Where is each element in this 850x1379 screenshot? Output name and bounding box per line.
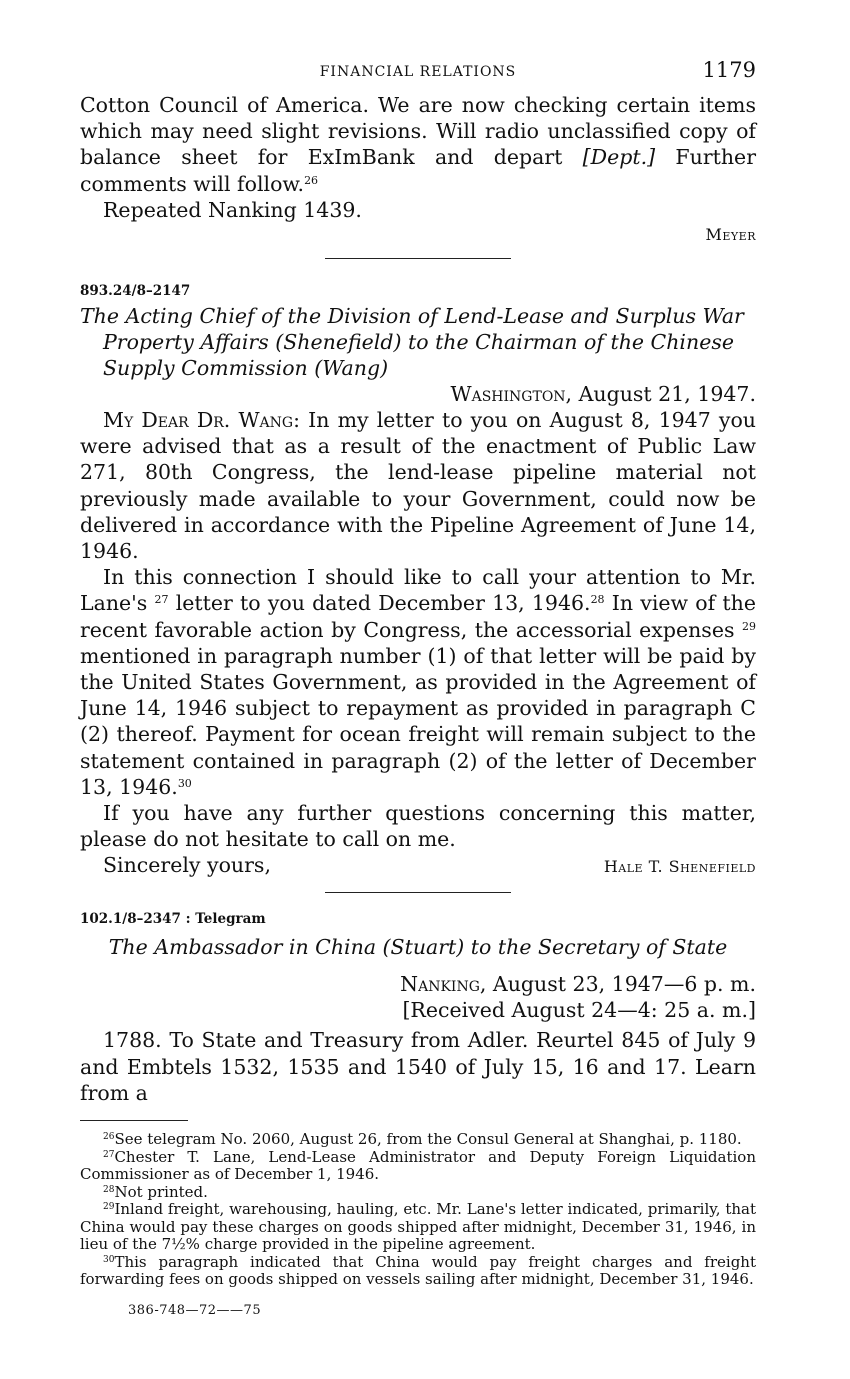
footnote-number: 28 xyxy=(103,1184,115,1195)
letter-paragraph xyxy=(80,407,756,564)
printer-line: 386-748—72——75 xyxy=(128,1302,262,1318)
footnote-ref-27: 27 xyxy=(154,593,169,607)
footnote xyxy=(80,1184,756,1202)
letter-text: letter to you dated December 13, 1946. xyxy=(168,591,591,616)
section-divider xyxy=(325,892,511,893)
dateline xyxy=(80,381,756,407)
footnote-ref-29: 29 xyxy=(742,619,756,633)
footnote-text: Inland freight, warehousing, hauling, etc. Mr. Lane's letter indicated, primarily, that China would pay these charges on goods shipped after midnight, December 31, 1946, in lieu of the 7½% charge provided in the pipeline agreement. xyxy=(80,1200,756,1254)
salutation: My Dear Dr. Wang xyxy=(103,408,294,433)
footnote-ref-26: 26 xyxy=(304,173,319,187)
footnote-text: Chester T. Lane, Lend-Lease Administrator and Deputy Foreign Liquidation Commissioner as of December 1, 1946. xyxy=(80,1147,756,1184)
letter-closing xyxy=(80,852,756,880)
continued-text-end: Further comments will follow. xyxy=(80,145,756,196)
running-head: FINANCIAL RELATIONS xyxy=(319,64,517,80)
footnote-number: 30 xyxy=(103,1254,115,1265)
telegram-paragraph: 1788. To State and Treasury from Adler. Reurtel 845 of July 9 and Embtels 1532, 1535 and 1540 of July 15, 16 and 17. Learn from a xyxy=(80,1028,756,1105)
footnote-rule xyxy=(80,1120,188,1121)
footnote xyxy=(80,1131,756,1149)
dateline-date: , August 21, 1947. xyxy=(565,382,756,407)
dateline-place: Nanking xyxy=(400,972,480,997)
signature-shenefield: Hale T. Shenefield xyxy=(603,857,756,877)
dateline-place: Washington xyxy=(450,382,566,407)
letter-text: mentioned in paragraph number (1) of that letter will be paid by the United States Government, as provided in the Agreement of June 14, 1946 subject to repayment as provided in paragraph C (2) thereof. Payment for ocean freight will remain subject to the statement contained in paragraph (2) of the letter of December 13, 1946. xyxy=(80,643,756,799)
footnote-ref-28: 28 xyxy=(590,593,605,607)
footnote-number: 27 xyxy=(103,1149,115,1160)
file-number: 102.1/8–2347 : Telegram xyxy=(80,911,266,928)
signature-meyer: Meyer xyxy=(705,225,756,245)
footnote-number: 29 xyxy=(103,1202,115,1213)
dept-note: [Dept.] xyxy=(582,145,656,170)
footnote-text: This paragraph indicated that China would pay freight charges and freight forwarding fees on goods shipped on vessels sailing after midnight, December 31, 1946. xyxy=(80,1252,756,1289)
footnote-ref-30: 30 xyxy=(177,776,192,790)
footnote-text: See telegram No. 2060, August 26, from the Consul General at Shanghai, p. 1180. xyxy=(114,1130,742,1149)
document-title: The Acting Chief of the Division of Lend-Lease and Surplus War Property Affairs (Shenefield) to the Chairman of the Chinese Supply Commission (Wang) xyxy=(80,304,744,381)
continued-paragraph xyxy=(80,92,756,197)
closing-phrase: Sincerely yours, xyxy=(103,853,271,878)
continued-text: Cotton Council of America. We are now checking certain items which may need slight revisions. Will radio unclassified copy of balance sheet for ExImBank and depart xyxy=(80,93,756,170)
footnote-text: Not printed. xyxy=(114,1182,208,1201)
dateline-date: , August 23, 1947—6 p. m. xyxy=(479,972,756,997)
letter-paragraph xyxy=(80,564,756,800)
footnote xyxy=(80,1149,756,1184)
letter-text: : In my letter to you on August 8, 1947 you were advised that as a result of the enactment of Public Law 271, 80th Congress, the lend-lease pipeline material not previously made available to your Government, could now be delivered in accordance with the Pipeline Agreement of June 14, 1946. xyxy=(80,408,757,564)
footnote-number: 26 xyxy=(103,1132,115,1143)
footnote xyxy=(80,1254,756,1289)
footnote xyxy=(80,1201,756,1254)
footnotes xyxy=(80,1131,756,1289)
document-title: The Ambassador in China (Stuart) to the Secretary of State xyxy=(108,935,728,960)
section-divider xyxy=(325,258,511,259)
letter-text: In view of the recent favorable action by Congress, the accessorial expenses xyxy=(80,591,756,642)
page-number: 1179 xyxy=(702,58,756,82)
received-line: [Received August 24—4: 25 a. m.] xyxy=(402,998,756,1023)
dateline xyxy=(80,971,756,997)
letter-text: In this connection I should like to call your attention to Mr. Lane's xyxy=(80,565,756,616)
repeated-line: Repeated Nanking 1439. xyxy=(103,197,362,222)
letter-paragraph: If you have any further questions concerning this matter, please do not hesitate to call on me. xyxy=(80,801,756,852)
page-header xyxy=(80,58,756,92)
document-page xyxy=(80,58,756,1318)
file-number: 893.24/8–2147 xyxy=(80,283,191,300)
